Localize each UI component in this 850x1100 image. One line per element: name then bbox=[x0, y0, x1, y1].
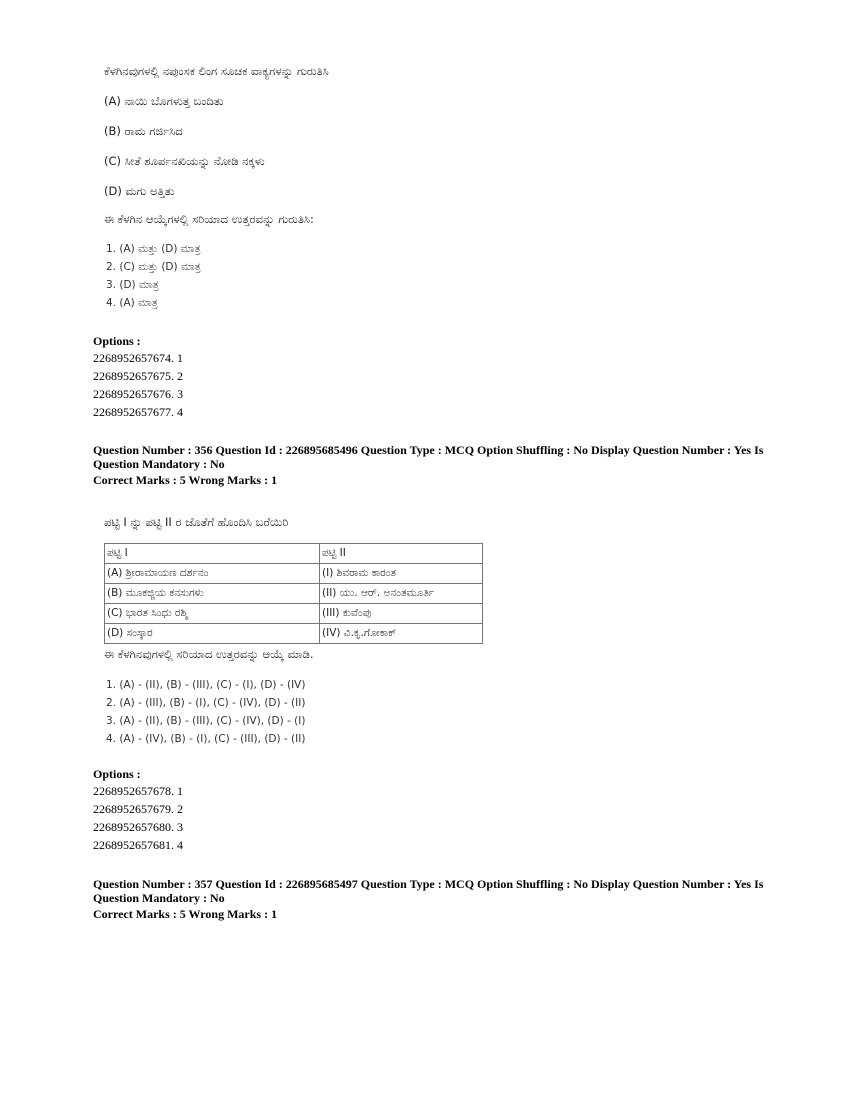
table-cell: (A) ಶ್ರೀರಾಮಾಯಣ ದರ್ಶನಂ bbox=[105, 564, 320, 584]
table-cell: (III) ಕುವೆಂಪು bbox=[320, 604, 483, 624]
match-table bbox=[104, 543, 483, 644]
q355-statement-d: (D) ಮಗು ಅತ್ತಿತು bbox=[104, 184, 175, 198]
q355-stem: ಕೆಳಗಿನವುಗಳಲ್ಲಿ ನಪುಂಸಕ ಲಿಂಗ ಸೂಚಕ ವಾಕ್ಯಗಳನ್ನು ಗುರುತಿಸಿ bbox=[104, 64, 329, 78]
q356-choice: 4. (A) - (IV), (B) - (I), (C) - (III), (D) - (II) bbox=[106, 733, 306, 745]
table-cell: (II) ಯು. ಆರ್. ಅನಂತಮೂರ್ತಿ bbox=[320, 584, 483, 604]
q356-option-ids bbox=[93, 782, 183, 854]
q356-choice: 1. (A) - (II), (B) - (III), (C) - (I), (D) - (IV) bbox=[106, 679, 306, 691]
option-id: 2268952657676. 3 bbox=[93, 387, 183, 401]
option-id: 2268952657680. 3 bbox=[93, 820, 183, 834]
q356-stem: ಪಟ್ಟಿ I ನ್ನು ಪಟ್ಟಿ II ರ ಜೊತೆಗೆ ಹೊಂದಿಸಿ ಬರೆಯಿರಿ bbox=[104, 515, 289, 529]
table-row bbox=[105, 564, 483, 584]
q356-choice-list bbox=[106, 676, 305, 748]
table-header-cell: ಪಟ್ಟಿ I bbox=[105, 544, 320, 564]
table-cell: (C) ಭಾರತ ಸಿಂಧು ರಶ್ಮಿ bbox=[105, 604, 320, 624]
q355-options-label: Options : bbox=[93, 334, 141, 348]
q355-instruction: ಈ ಕೆಳಗಿನ ಆಯ್ಕೆಗಳಲ್ಲಿ ಸರಿಯಾದ ಉತ್ತರವನ್ನು ಗುರುತಿಸಿ: bbox=[104, 212, 314, 226]
q356-marks: Correct Marks : 5 Wrong Marks : 1 bbox=[93, 473, 278, 487]
option-id: 2268952657681. 4 bbox=[93, 838, 183, 852]
q355-choice-list bbox=[106, 240, 201, 312]
q355-choice: 2. (C) ಮತ್ತು (D) ಮಾತ್ರ bbox=[106, 261, 201, 273]
q355-statement-b: (B) ರಾಮ ಗರ್ಜಿಸಿದ bbox=[104, 124, 183, 138]
table-cell: (B) ಮೂಕಜ್ಜಿಯ ಕನಸುಗಳು bbox=[105, 584, 320, 604]
table-cell: (I) ಶಿವರಾಮ ಕಾರಂತ bbox=[320, 564, 483, 584]
option-id: 2268952657678. 1 bbox=[93, 784, 183, 798]
option-id: 2268952657679. 2 bbox=[93, 802, 183, 816]
q356-choice: 2. (A) - (III), (B) - (I), (C) - (IV), (D) - (II) bbox=[106, 697, 306, 709]
table-row bbox=[105, 584, 483, 604]
option-id: 2268952657675. 2 bbox=[93, 369, 183, 383]
table-row bbox=[105, 604, 483, 624]
option-id: 2268952657677. 4 bbox=[93, 405, 183, 419]
q355-choice: 4. (A) ಮಾತ್ರ bbox=[106, 297, 158, 309]
q355-choice: 1. (A) ಮತ್ತು (D) ಮಾತ್ರ bbox=[106, 243, 201, 255]
table-header-cell: ಪಟ್ಟಿ II bbox=[320, 544, 483, 564]
q356-options-label: Options : bbox=[93, 767, 141, 781]
table-row bbox=[105, 624, 483, 644]
q355-choice: 3. (D) ಮಾತ್ರ bbox=[106, 279, 159, 291]
q355-statement-a: (A) ನಾಯಿ ಬೊಗಳುತ್ತ ಬಂದಿತು bbox=[104, 94, 224, 108]
table-header-row bbox=[105, 544, 483, 564]
table-cell: (IV) ವಿ.ಕೃ.ಗೋಕಾಕ್ bbox=[320, 624, 483, 644]
q357-marks: Correct Marks : 5 Wrong Marks : 1 bbox=[93, 907, 278, 921]
q356-meta: Question Number : 356 Question Id : 226895685496 Question Type : MCQ Option Shuffling : No Display Question Number : Yes Is Question Mandatory : No bbox=[93, 443, 764, 471]
q355-option-ids bbox=[93, 349, 183, 421]
option-id: 2268952657674. 1 bbox=[93, 351, 183, 365]
q355-statement-c: (C) ಸೀತೆ ಶೂರ್ಪನಖಿಯನ್ನು ನೋಡಿ ನಕ್ಕಳು bbox=[104, 154, 265, 168]
table-cell: (D) ಸಂಸ್ಕಾರ bbox=[105, 624, 320, 644]
q356-instruction: ಈ ಕೆಳಗಿನವುಗಳಲ್ಲಿ ಸರಿಯಾದ ಉತ್ತರವನ್ನು ಆಯ್ಕೆ ಮಾಡಿ. bbox=[104, 647, 314, 661]
q356-choice: 3. (A) - (II), (B) - (III), (C) - (IV), (D) - (I) bbox=[106, 715, 306, 727]
q357-meta: Question Number : 357 Question Id : 226895685497 Question Type : MCQ Option Shuffling : No Display Question Number : Yes Is Question Mandatory : No bbox=[93, 877, 764, 905]
